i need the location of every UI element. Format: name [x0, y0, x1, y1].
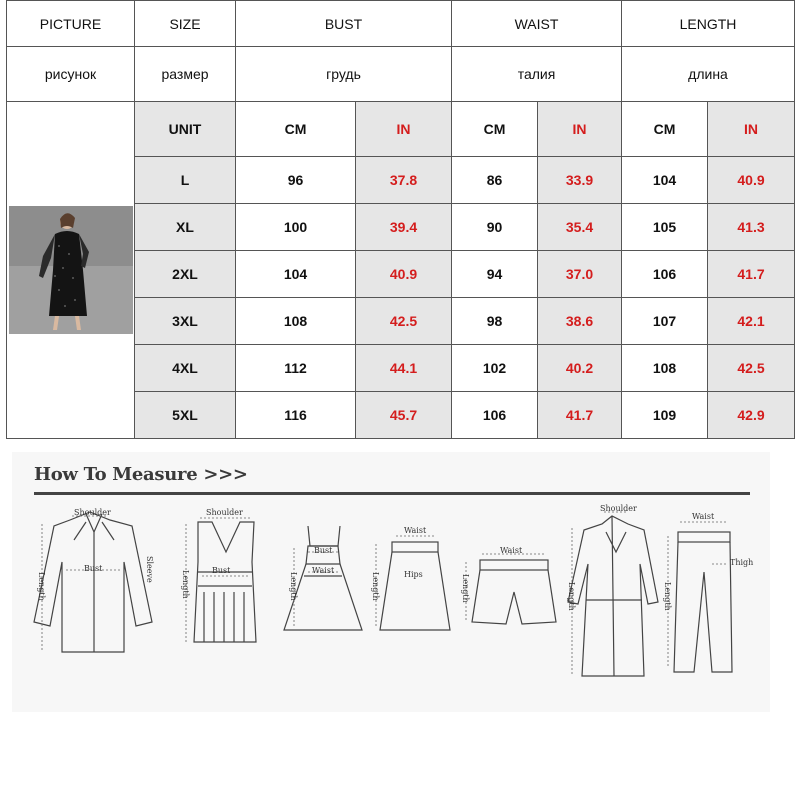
- header-row: [7, 1, 795, 47]
- header-waist-ru: талия: [452, 47, 622, 102]
- bust-cm-cell: 108: [236, 298, 356, 345]
- length-in-cell: 42.5: [708, 345, 795, 392]
- bust-in-label: IN: [356, 102, 452, 157]
- waist-cm-cell: 86: [452, 157, 538, 204]
- waist-label-sundress: Waist: [312, 566, 335, 575]
- dress-photo: [9, 206, 133, 334]
- waist-in-cell: 35.4: [538, 204, 622, 251]
- length-label-trousers: Length: [663, 582, 672, 611]
- bust-in-cell: 39.4: [356, 204, 452, 251]
- shorts-diagram-icon: [472, 560, 556, 624]
- bust-label: Bust: [84, 564, 103, 573]
- length-label-tank: Length: [181, 570, 190, 599]
- header-waist: WAIST: [452, 1, 622, 47]
- waist-in-cell: 41.7: [538, 392, 622, 439]
- length-label-sundress: Length: [289, 572, 298, 601]
- tank-top-diagram-icon: [194, 522, 256, 642]
- header-bust: BUST: [236, 1, 452, 47]
- waist-cm-cell: 94: [452, 251, 538, 298]
- length-cm-cell: 109: [622, 392, 708, 439]
- length-label-coat: Length: [567, 582, 576, 611]
- size-cell: 3XL: [135, 298, 236, 345]
- bust-cm-cell: 96: [236, 157, 356, 204]
- unit-label: UNIT: [135, 102, 236, 157]
- waist-label-skirt: Waist: [404, 526, 427, 535]
- header-bust-ru: грудь: [236, 47, 452, 102]
- measurement-illustrations: [12, 452, 770, 712]
- waist-cm-cell: 106: [452, 392, 538, 439]
- header-picture: PICTURE: [7, 1, 135, 47]
- bust-cm-label: CM: [236, 102, 356, 157]
- length-cm-cell: 107: [622, 298, 708, 345]
- bust-in-cell: 45.7: [356, 392, 452, 439]
- product-picture-cell: [7, 102, 135, 439]
- unit-row: [7, 102, 795, 157]
- length-cm-cell: 104: [622, 157, 708, 204]
- header-row-russian: [7, 47, 795, 102]
- trousers-diagram-icon: [674, 532, 732, 672]
- length-label-shorts: Length: [461, 574, 470, 603]
- size-cell: L: [135, 157, 236, 204]
- waist-in-label: IN: [538, 102, 622, 157]
- hips-label: Hips: [404, 570, 423, 579]
- length-in-cell: 41.3: [708, 204, 795, 251]
- bust-cm-cell: 112: [236, 345, 356, 392]
- waist-in-cell: 33.9: [538, 157, 622, 204]
- waist-in-cell: 40.2: [538, 345, 622, 392]
- bust-in-cell: 44.1: [356, 345, 452, 392]
- length-in-cell: 42.1: [708, 298, 795, 345]
- shoulder-label-tank: Shoulder: [206, 508, 243, 517]
- length-label-skirt: Length: [371, 572, 380, 601]
- bust-in-cell: 40.9: [356, 251, 452, 298]
- length-cm-cell: 105: [622, 204, 708, 251]
- header-picture-ru: рисунок: [7, 47, 135, 102]
- shoulder-label-coat: Shoulder: [600, 504, 637, 513]
- skirt-diagram-icon: [380, 542, 450, 630]
- bust-label-tank: Bust: [212, 566, 231, 575]
- header-size-ru: размер: [135, 47, 236, 102]
- bust-label-sundress: Bust: [314, 546, 333, 555]
- header-length: LENGTH: [622, 1, 795, 47]
- bust-cm-cell: 100: [236, 204, 356, 251]
- header-length-ru: длина: [622, 47, 795, 102]
- length-cm-cell: 108: [622, 345, 708, 392]
- how-to-measure-panel: [12, 452, 770, 712]
- size-cell: 5XL: [135, 392, 236, 439]
- waist-in-cell: 38.6: [538, 298, 622, 345]
- size-chart: [6, 0, 794, 448]
- size-cell: XL: [135, 204, 236, 251]
- bust-in-cell: 37.8: [356, 157, 452, 204]
- size-cell: 4XL: [135, 345, 236, 392]
- model-figure-icon: [9, 206, 133, 334]
- length-in-cell: 41.7: [708, 251, 795, 298]
- length-in-cell: 42.9: [708, 392, 795, 439]
- coat-diagram-icon: [568, 516, 658, 676]
- length-in-label: IN: [708, 102, 795, 157]
- size-table: [6, 0, 795, 439]
- header-size: SIZE: [135, 1, 236, 47]
- length-cm-label: CM: [622, 102, 708, 157]
- waist-label-shorts: Waist: [500, 546, 523, 555]
- waist-cm-cell: 98: [452, 298, 538, 345]
- waist-cm-cell: 90: [452, 204, 538, 251]
- waist-cm-cell: 102: [452, 345, 538, 392]
- sleeve-label: Sleeve: [145, 556, 154, 583]
- thigh-label: Thigh: [730, 558, 754, 567]
- shirt-diagram-icon: [34, 512, 152, 652]
- length-label-shirt: Length: [37, 572, 46, 601]
- length-in-cell: 40.9: [708, 157, 795, 204]
- waist-cm-label: CM: [452, 102, 538, 157]
- waist-in-cell: 37.0: [538, 251, 622, 298]
- bust-in-cell: 42.5: [356, 298, 452, 345]
- length-cm-cell: 106: [622, 251, 708, 298]
- size-cell: 2XL: [135, 251, 236, 298]
- shoulder-label: Shoulder: [74, 508, 111, 517]
- bust-cm-cell: 116: [236, 392, 356, 439]
- how-to-measure-title: How To Measure >>>: [34, 464, 248, 485]
- bust-cm-cell: 104: [236, 251, 356, 298]
- waist-label-trousers: Waist: [692, 512, 715, 521]
